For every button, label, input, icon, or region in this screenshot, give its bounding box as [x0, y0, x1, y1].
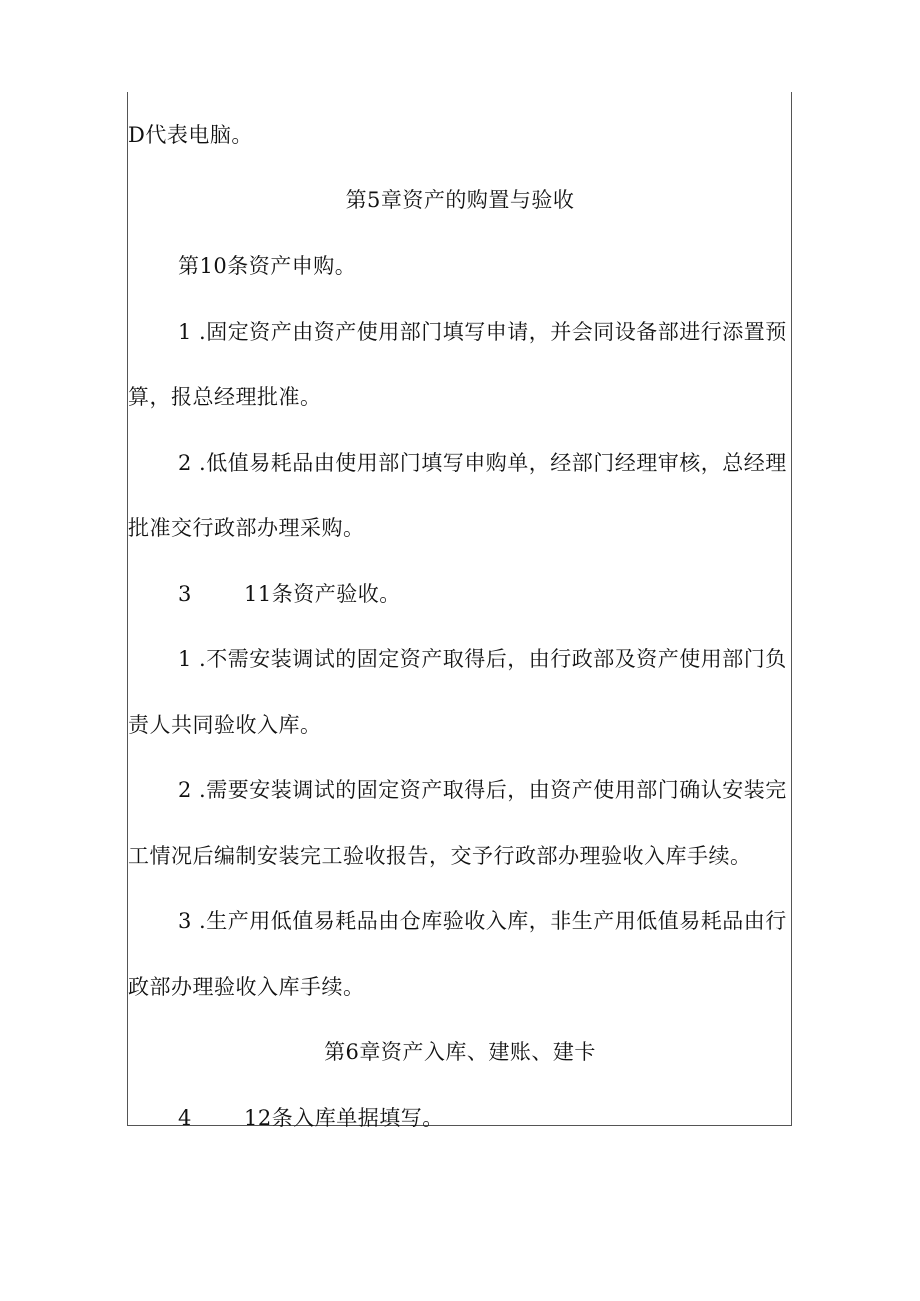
paragraph-line: 算，报总经理批准。: [128, 385, 322, 409]
document-frame: [127, 92, 792, 1126]
article-11-heading: 11条资产验收。: [244, 582, 401, 606]
chapter-6-title: 第6章资产入库、建账、建卡: [324, 1040, 596, 1064]
paragraph-line: 3 .生产用低值易耗品由仓库验收入库，非生产用低值易耗品由行: [178, 909, 787, 933]
text-line: D代表电脑。: [128, 123, 253, 147]
paragraph-line: 批准交行政部办理采购。: [128, 516, 365, 540]
paragraph-line: 2 .低值易耗品由使用部门填写申购单，经部门经理审核，总经理: [178, 451, 787, 475]
paragraph-line: 政部办理验收入库手续。: [128, 975, 365, 999]
article-11-number: 3: [178, 582, 192, 606]
paragraph-line: 2 .需要安装调试的固定资产取得后，由资产使用部门确认安装完: [178, 778, 787, 802]
paragraph-line: 1 .固定资产由资产使用部门填写申请，并会同设备部进行添置预: [178, 320, 787, 344]
paragraph-line: 1 .不需安装调试的固定资产取得后，由行政部及资产使用部门负: [178, 647, 787, 671]
paragraph-line: 责人共同验收入库。: [128, 713, 322, 737]
chapter-5-title: 第5章资产的购置与验收: [345, 188, 575, 212]
article-10-heading: 第10条资产申购。: [178, 254, 357, 278]
article-12-heading: 12条入库单据填写。: [244, 1106, 444, 1130]
article-12-number: 4: [178, 1106, 192, 1130]
paragraph-line: 工情况后编制安装完工验收报告，交予行政部办理验收入库手续。: [128, 844, 752, 868]
